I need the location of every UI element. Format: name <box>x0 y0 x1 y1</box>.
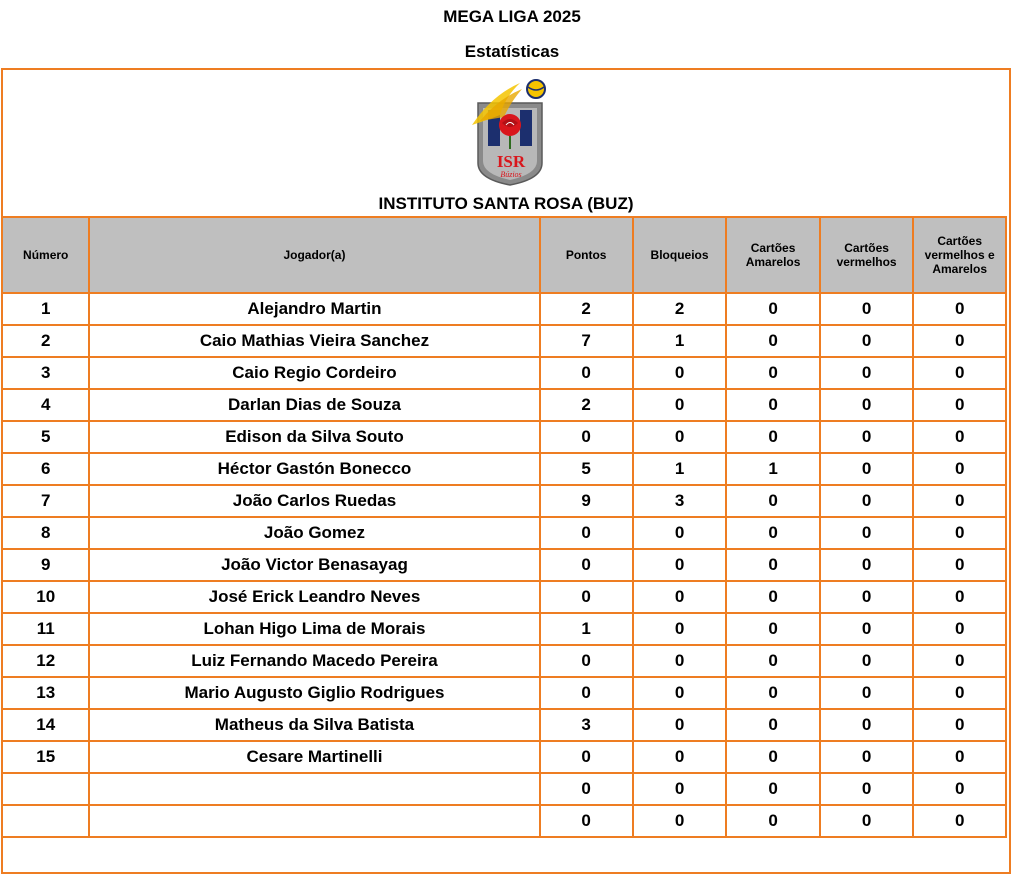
table-row <box>2 293 1006 325</box>
team-header <box>3 70 1009 216</box>
cell-amarelos: 0 <box>726 325 819 357</box>
cell-jogador: Luiz Fernando Macedo Pereira <box>89 645 539 677</box>
cell-bloqueios: 0 <box>633 773 727 805</box>
cell-vermelhos-amarelos: 0 <box>913 389 1006 421</box>
column-header-vermelhos-amarelos: Cartões vermelhos e Amarelos <box>913 217 1006 293</box>
cell-pontos: 9 <box>540 485 633 517</box>
cell-pontos: 1 <box>540 613 633 645</box>
cell-vermelhos-amarelos: 0 <box>913 613 1006 645</box>
cell-vermelhos: 0 <box>820 773 914 805</box>
stats-frame <box>1 68 1011 874</box>
cell-numero: 1 <box>2 293 89 325</box>
cell-vermelhos: 0 <box>820 421 914 453</box>
cell-numero: 11 <box>2 613 89 645</box>
stats-table <box>1 216 1007 838</box>
cell-vermelhos-amarelos: 0 <box>913 549 1006 581</box>
cell-bloqueios: 3 <box>633 485 727 517</box>
cell-vermelhos-amarelos: 0 <box>913 357 1006 389</box>
cell-vermelhos: 0 <box>820 357 914 389</box>
page-title: MEGA LIGA 2025 <box>443 7 581 26</box>
table-header-row <box>2 217 1006 293</box>
cell-pontos: 0 <box>540 645 633 677</box>
cell-amarelos: 0 <box>726 389 819 421</box>
cell-vermelhos-amarelos: 0 <box>913 645 1006 677</box>
cell-vermelhos-amarelos: 0 <box>913 677 1006 709</box>
table-row <box>2 773 1006 805</box>
cell-vermelhos: 0 <box>820 613 914 645</box>
cell-pontos: 7 <box>540 325 633 357</box>
table-row <box>2 485 1006 517</box>
cell-jogador: Alejandro Martin <box>89 293 539 325</box>
cell-amarelos: 0 <box>726 677 819 709</box>
cell-amarelos: 0 <box>726 581 819 613</box>
cell-numero: 10 <box>2 581 89 613</box>
cell-amarelos: 0 <box>726 549 819 581</box>
cell-bloqueios: 0 <box>633 677 727 709</box>
table-row <box>2 709 1006 741</box>
cell-vermelhos-amarelos: 0 <box>913 709 1006 741</box>
column-header-jogador: Jogador(a) <box>89 217 539 293</box>
cell-vermelhos-amarelos: 0 <box>913 325 1006 357</box>
cell-numero: 6 <box>2 453 89 485</box>
table-row <box>2 805 1006 837</box>
cell-vermelhos: 0 <box>820 325 914 357</box>
cell-bloqueios: 0 <box>633 581 727 613</box>
table-row <box>2 677 1006 709</box>
cell-pontos: 0 <box>540 517 633 549</box>
cell-amarelos: 0 <box>726 517 819 549</box>
table-row <box>2 357 1006 389</box>
cell-bloqueios: 0 <box>633 645 727 677</box>
cell-jogador: Caio Mathias Vieira Sanchez <box>89 325 539 357</box>
cell-vermelhos: 0 <box>820 389 914 421</box>
cell-jogador: João Gomez <box>89 517 539 549</box>
page-subtitle: Estatísticas <box>464 42 560 61</box>
table-row <box>2 421 1006 453</box>
logo-script: Búzios <box>500 170 522 179</box>
cell-vermelhos: 0 <box>820 549 914 581</box>
cell-pontos: 0 <box>540 805 633 837</box>
cell-amarelos: 0 <box>726 741 819 773</box>
cell-jogador: Caio Regio Cordeiro <box>89 357 539 389</box>
column-header-vermelhos: Cartões vermelhos <box>820 217 914 293</box>
cell-vermelhos-amarelos: 0 <box>913 773 1006 805</box>
cell-amarelos: 0 <box>726 709 819 741</box>
cell-vermelhos: 0 <box>820 805 914 837</box>
cell-jogador: Lohan Higo Lima de Morais <box>89 613 539 645</box>
cell-bloqueios: 2 <box>633 293 727 325</box>
cell-amarelos: 0 <box>726 421 819 453</box>
cell-numero: 15 <box>2 741 89 773</box>
cell-bloqueios: 0 <box>633 709 727 741</box>
cell-bloqueios: 0 <box>633 805 727 837</box>
table-row <box>2 453 1006 485</box>
table-row <box>2 549 1006 581</box>
cell-vermelhos-amarelos: 0 <box>913 517 1006 549</box>
cell-vermelhos: 0 <box>820 453 914 485</box>
cell-vermelhos-amarelos: 0 <box>913 805 1006 837</box>
table-row <box>2 613 1006 645</box>
cell-numero: 4 <box>2 389 89 421</box>
table-row <box>2 741 1006 773</box>
cell-bloqueios: 0 <box>633 549 727 581</box>
cell-pontos: 0 <box>540 741 633 773</box>
cell-bloqueios: 0 <box>633 613 727 645</box>
cell-pontos: 3 <box>540 709 633 741</box>
cell-pontos: 0 <box>540 421 633 453</box>
table-row <box>2 325 1006 357</box>
cell-amarelos: 0 <box>726 645 819 677</box>
cell-vermelhos-amarelos: 0 <box>913 293 1006 325</box>
cell-numero: 7 <box>2 485 89 517</box>
cell-jogador: Matheus da Silva Batista <box>89 709 539 741</box>
cell-bloqueios: 0 <box>633 421 727 453</box>
cell-bloqueios: 0 <box>633 357 727 389</box>
cell-vermelhos: 0 <box>820 485 914 517</box>
cell-pontos: 5 <box>540 453 633 485</box>
cell-amarelos: 0 <box>726 357 819 389</box>
cell-vermelhos: 0 <box>820 709 914 741</box>
cell-numero: 3 <box>2 357 89 389</box>
cell-jogador <box>89 773 539 805</box>
team-name: INSTITUTO SANTA ROSA (BUZ) <box>378 194 634 213</box>
cell-vermelhos-amarelos: 0 <box>913 485 1006 517</box>
cell-pontos: 0 <box>540 357 633 389</box>
table-row <box>2 581 1006 613</box>
cell-jogador: João Victor Benasayag <box>89 549 539 581</box>
cell-pontos: 0 <box>540 549 633 581</box>
cell-bloqueios: 0 <box>633 517 727 549</box>
logo-initials: ISR <box>496 152 526 171</box>
column-header-numero: Número <box>2 217 89 293</box>
table-row <box>2 517 1006 549</box>
cell-pontos: 0 <box>540 773 633 805</box>
cell-amarelos: 0 <box>726 773 819 805</box>
column-header-amarelos: Cartões Amarelos <box>726 217 819 293</box>
cell-numero: 13 <box>2 677 89 709</box>
cell-vermelhos: 0 <box>820 645 914 677</box>
cell-vermelhos: 0 <box>820 517 914 549</box>
table-row <box>2 645 1006 677</box>
cell-pontos: 2 <box>540 293 633 325</box>
cell-bloqueios: 1 <box>633 325 727 357</box>
cell-jogador: João Carlos Ruedas <box>89 485 539 517</box>
table-row <box>2 389 1006 421</box>
cell-jogador <box>89 805 539 837</box>
cell-bloqueios: 0 <box>633 389 727 421</box>
cell-vermelhos-amarelos: 0 <box>913 581 1006 613</box>
cell-jogador: Cesare Martinelli <box>89 741 539 773</box>
cell-amarelos: 1 <box>726 453 819 485</box>
cell-amarelos: 0 <box>726 293 819 325</box>
cell-bloqueios: 0 <box>633 741 727 773</box>
cell-pontos: 0 <box>540 581 633 613</box>
cell-vermelhos: 0 <box>820 293 914 325</box>
column-header-pontos: Pontos <box>540 217 633 293</box>
cell-jogador: Edison da Silva Souto <box>89 421 539 453</box>
column-header-bloqueios: Bloqueios <box>633 217 727 293</box>
cell-vermelhos: 0 <box>820 677 914 709</box>
cell-numero: 5 <box>2 421 89 453</box>
cell-amarelos: 0 <box>726 805 819 837</box>
cell-vermelhos: 0 <box>820 581 914 613</box>
cell-numero: 2 <box>2 325 89 357</box>
cell-jogador: José Erick Leandro Neves <box>89 581 539 613</box>
cell-amarelos: 0 <box>726 485 819 517</box>
cell-numero <box>2 805 89 837</box>
cell-vermelhos-amarelos: 0 <box>913 421 1006 453</box>
cell-pontos: 2 <box>540 389 633 421</box>
cell-vermelhos-amarelos: 0 <box>913 741 1006 773</box>
cell-jogador: Mario Augusto Giglio Rodrigues <box>89 677 539 709</box>
cell-numero: 8 <box>2 517 89 549</box>
cell-numero: 12 <box>2 645 89 677</box>
cell-vermelhos-amarelos: 0 <box>913 453 1006 485</box>
cell-numero <box>2 773 89 805</box>
cell-vermelhos: 0 <box>820 741 914 773</box>
cell-jogador: Darlan Dias de Souza <box>89 389 539 421</box>
cell-numero: 9 <box>2 549 89 581</box>
cell-numero: 14 <box>2 709 89 741</box>
cell-pontos: 0 <box>540 677 633 709</box>
cell-amarelos: 0 <box>726 613 819 645</box>
cell-bloqueios: 1 <box>633 453 727 485</box>
cell-jogador: Héctor Gastón Bonecco <box>89 453 539 485</box>
